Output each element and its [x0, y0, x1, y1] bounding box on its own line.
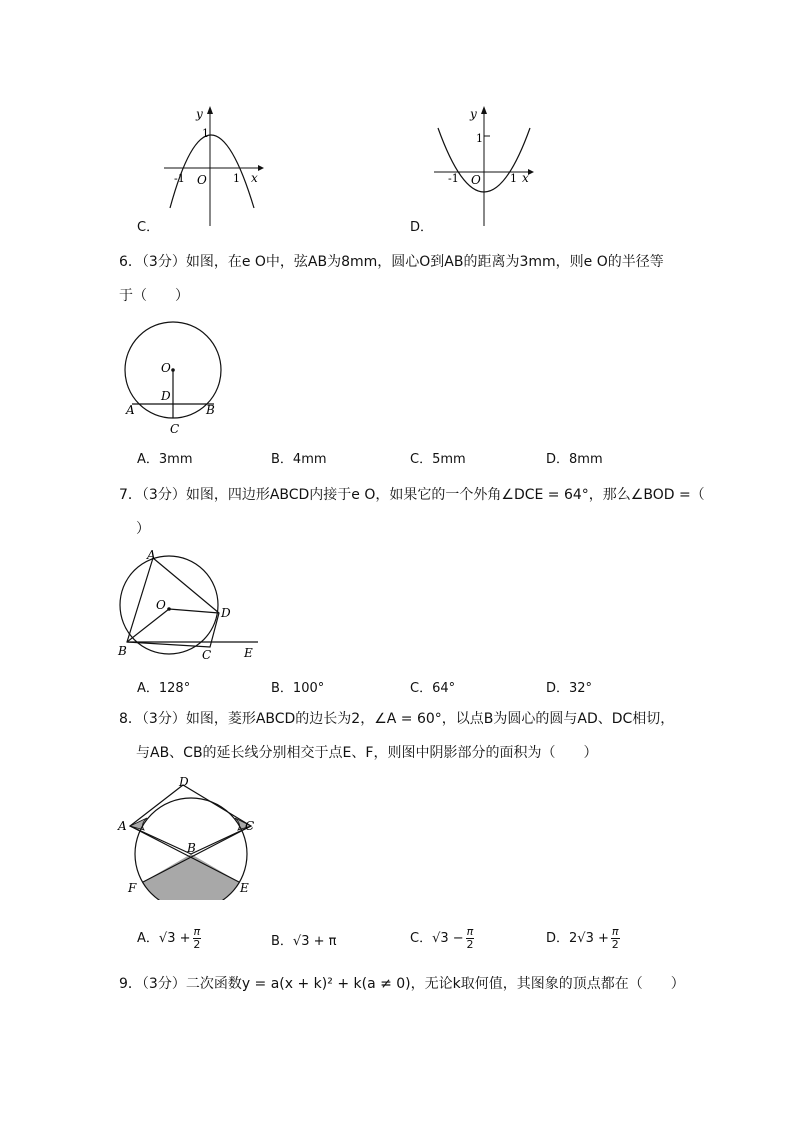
- tick-neg-one: -1: [174, 172, 185, 185]
- q8-option-d: D．2√3 + $\frac{\pi}{2}$: [546, 925, 619, 951]
- q6-option-c: C．5mm: [410, 452, 466, 467]
- fraction: $\frac{\pi}{2}$: [611, 925, 619, 951]
- tick-one-y: 1: [202, 127, 209, 140]
- origin-label: O: [197, 173, 207, 187]
- y-axis-label: y: [470, 107, 477, 121]
- q7-option-b: B．100°: [271, 681, 325, 696]
- q6-option-d: D．8mm: [546, 452, 603, 467]
- q7-stem-line2: ）: [136, 521, 150, 537]
- q6-stem-line1: 6．（3分）如图，在e O中，弦AB为8mm，圆心O到AB的距离为3mm，则e O的半径等: [119, 254, 664, 270]
- q6-stem-line2: 于（ ）: [119, 288, 189, 304]
- q9-stem-line1: 9．（3分）二次函数y = a(x + k)² + k(a ≠ 0)，无论k取何值，其图象的顶点都在（ ）: [119, 976, 685, 992]
- label-b: B: [187, 841, 196, 855]
- label-c: C: [245, 819, 255, 833]
- tick-one-x: 1: [233, 172, 240, 185]
- label-b: B: [206, 403, 215, 417]
- label-d: D: [179, 775, 189, 789]
- label-d: D: [161, 389, 171, 403]
- label-e: E: [244, 646, 253, 660]
- label-e: E: [240, 881, 249, 895]
- q5-option-c: C．: [137, 220, 160, 235]
- label-o: O: [161, 361, 171, 375]
- tick-one-x: 1: [510, 172, 517, 185]
- q8-option-b: B．√3 + π: [271, 934, 337, 949]
- origin-label: O: [471, 173, 481, 187]
- q7-figure: [114, 545, 264, 665]
- tick-one-y: 1: [476, 132, 483, 145]
- x-axis-label: x: [522, 171, 529, 185]
- q7-option-a: A．128°: [137, 681, 191, 696]
- label-b: B: [118, 644, 127, 658]
- tick-neg-one: -1: [448, 172, 459, 185]
- q6-option-a: A．3mm: [137, 452, 193, 467]
- q7-stem-line1: 7．（3分）如图，四边形ABCD内接于e O，如果它的一个外角∠DCE = 64°，那么∠BOD =（: [119, 487, 705, 503]
- label-d: D: [221, 606, 231, 620]
- q6-option-b: B．4mm: [271, 452, 327, 467]
- label-c: C: [202, 648, 212, 662]
- label-f: F: [128, 881, 137, 895]
- label-a: A: [147, 548, 156, 562]
- q8-stem-line1: 8．（3分）如图，菱形ABCD的边长为2，∠A = 60°，以点B为圆心的圆与AD、DC相切，: [119, 711, 675, 727]
- q8-option-a: A．√3 + $\frac{\pi}{2}$: [137, 925, 201, 951]
- x-axis-label: x: [251, 171, 258, 185]
- fraction: $\frac{\pi}{2}$: [193, 925, 201, 951]
- q5-option-d: D．: [410, 220, 434, 235]
- fraction: $\frac{\pi}{2}$: [466, 925, 474, 951]
- y-axis-label: y: [196, 107, 203, 121]
- q8-option-c: C．√3 − $\frac{\pi}{2}$: [410, 925, 474, 951]
- label-a: A: [126, 403, 135, 417]
- q5-graph-d: [420, 100, 540, 230]
- label-c: C: [170, 422, 180, 436]
- q7-option-c: C．64°: [410, 681, 456, 696]
- label-a: A: [118, 819, 127, 833]
- q5-graph-c: [150, 100, 270, 230]
- q7-option-d: D．32°: [546, 681, 593, 696]
- label-o: O: [156, 598, 166, 612]
- q8-figure: [114, 772, 264, 900]
- q6-figure: [118, 318, 238, 440]
- q8-stem-line2: 与AB、CB的延长线分别相交于点E、F，则图中阴影部分的面积为（ ）: [136, 745, 598, 761]
